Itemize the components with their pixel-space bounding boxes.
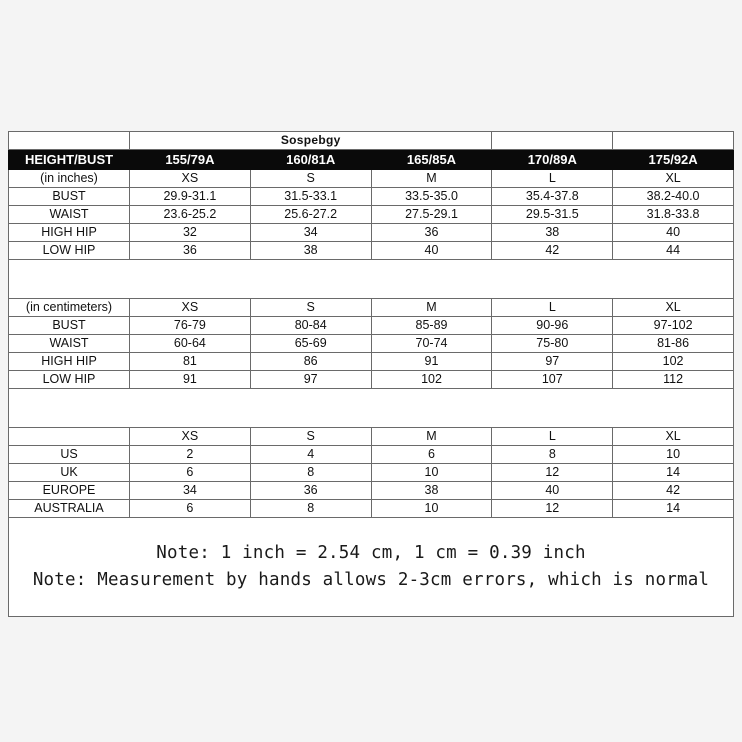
header-cell: 175/92A xyxy=(613,150,734,170)
table-cell: 112 xyxy=(613,371,734,389)
table-row xyxy=(9,317,734,335)
table-cell: 4 xyxy=(250,446,371,464)
table-cell: LOW HIP xyxy=(9,242,130,260)
table-row xyxy=(9,482,734,500)
table-cell: 33.5-35.0 xyxy=(371,188,492,206)
table-cell: 12 xyxy=(492,500,613,518)
table-cell: 29.9-31.1 xyxy=(130,188,251,206)
header-cell: 165/85A xyxy=(371,150,492,170)
table-cell: 40 xyxy=(492,482,613,500)
table-row xyxy=(9,371,734,389)
table-cell: 38 xyxy=(250,242,371,260)
table-cell: 97 xyxy=(492,353,613,371)
height-bust-header-row xyxy=(9,150,734,170)
table-cell: 14 xyxy=(613,500,734,518)
measurement-note: Note: Measurement by hands allows 2-3cm errors, which is normal xyxy=(32,570,710,590)
table-cell: 6 xyxy=(130,500,251,518)
table-row xyxy=(9,242,734,260)
table-cell: 35.4-37.8 xyxy=(492,188,613,206)
table-cell: 91 xyxy=(130,371,251,389)
table-row xyxy=(9,335,734,353)
table-cell: 86 xyxy=(250,353,371,371)
table-cell: 70-74 xyxy=(371,335,492,353)
table-cell: 97 xyxy=(250,371,371,389)
table-cell: 40 xyxy=(613,224,734,242)
table-cell: 102 xyxy=(613,353,734,371)
table-cell: BUST xyxy=(9,317,130,335)
header-cell: 155/79A xyxy=(130,150,251,170)
table-cell: 90-96 xyxy=(492,317,613,335)
table-cell: EUROPE xyxy=(9,482,130,500)
table-cell: M xyxy=(371,428,492,446)
table-cell: 36 xyxy=(250,482,371,500)
table-cell: WAIST xyxy=(9,206,130,224)
table-cell: XS xyxy=(130,170,251,188)
table-row xyxy=(9,170,734,188)
table-cell: WAIST xyxy=(9,335,130,353)
table-row xyxy=(9,464,734,482)
table-cell: 97-102 xyxy=(613,317,734,335)
table-cell: LOW HIP xyxy=(9,371,130,389)
table-cell: 80-84 xyxy=(250,317,371,335)
table-cell: 76-79 xyxy=(130,317,251,335)
table-cell: 31.5-33.1 xyxy=(250,188,371,206)
table-cell: US xyxy=(9,446,130,464)
size-chart-sheet xyxy=(8,131,734,617)
table-cell: 8 xyxy=(250,500,371,518)
table-cell: M xyxy=(371,299,492,317)
table-cell: 34 xyxy=(250,224,371,242)
table-cell: 38 xyxy=(371,482,492,500)
table-row xyxy=(9,299,734,317)
table-cell: 40 xyxy=(371,242,492,260)
brand-name: Sospebgy xyxy=(130,132,492,150)
table-cell: 25.6-27.2 xyxy=(250,206,371,224)
table-row xyxy=(9,206,734,224)
table-cell: 27.5-29.1 xyxy=(371,206,492,224)
table-cell: HIGH HIP xyxy=(9,224,130,242)
table-cell: XL xyxy=(613,170,734,188)
table-cell: XS xyxy=(130,428,251,446)
table-cell: BUST xyxy=(9,188,130,206)
table-cell: (in centimeters) xyxy=(9,299,130,317)
header-cell: HEIGHT/BUST xyxy=(9,150,130,170)
table-cell: 10 xyxy=(371,464,492,482)
table-cell: 14 xyxy=(613,464,734,482)
table-cell: 42 xyxy=(492,242,613,260)
table-row xyxy=(9,353,734,371)
table-cell: 29.5-31.5 xyxy=(492,206,613,224)
table-cell: 32 xyxy=(130,224,251,242)
table-cell: 12 xyxy=(492,464,613,482)
table-cell: 81 xyxy=(130,353,251,371)
table-cell: (in inches) xyxy=(9,170,130,188)
header-cell: 160/81A xyxy=(250,150,371,170)
table-cell: 6 xyxy=(371,446,492,464)
inches-size-table xyxy=(8,131,734,260)
table-cell: 91 xyxy=(371,353,492,371)
table-cell: 10 xyxy=(371,500,492,518)
table-cell: 2 xyxy=(130,446,251,464)
notes-block xyxy=(9,540,733,594)
table-cell: L xyxy=(492,299,613,317)
table-row xyxy=(9,224,734,242)
table-cell: XL xyxy=(613,428,734,446)
brand-row-blank xyxy=(9,132,130,150)
table-cell: 85-89 xyxy=(371,317,492,335)
region-size-table xyxy=(8,427,734,518)
table-row xyxy=(9,446,734,464)
table-row xyxy=(9,188,734,206)
table-cell xyxy=(9,428,130,446)
table-cell: 102 xyxy=(371,371,492,389)
table-cell: 31.8-33.8 xyxy=(613,206,734,224)
table-cell: 75-80 xyxy=(492,335,613,353)
table-cell: 8 xyxy=(250,464,371,482)
brand-row xyxy=(9,132,734,150)
centimeters-size-table xyxy=(8,298,734,389)
table-cell: S xyxy=(250,428,371,446)
conversion-note: Note: 1 inch = 2.54 cm, 1 cm = 0.39 inch xyxy=(156,543,586,563)
table-cell: 60-64 xyxy=(130,335,251,353)
table-cell: 107 xyxy=(492,371,613,389)
table-cell: XS xyxy=(130,299,251,317)
table-cell: S xyxy=(250,170,371,188)
table-cell: 6 xyxy=(130,464,251,482)
brand-row-blank xyxy=(613,132,734,150)
table-cell: 10 xyxy=(613,446,734,464)
table-cell: 8 xyxy=(492,446,613,464)
table-cell: 42 xyxy=(613,482,734,500)
table-cell: 36 xyxy=(130,242,251,260)
table-cell: 38.2-40.0 xyxy=(613,188,734,206)
header-cell: 170/89A xyxy=(492,150,613,170)
table-cell: L xyxy=(492,428,613,446)
table-cell: 38 xyxy=(492,224,613,242)
table-cell: 44 xyxy=(613,242,734,260)
table-cell: 36 xyxy=(371,224,492,242)
table-row xyxy=(9,500,734,518)
table-cell: M xyxy=(371,170,492,188)
table-cell: AUSTRALIA xyxy=(9,500,130,518)
brand-row-blank xyxy=(492,132,613,150)
table-cell: UK xyxy=(9,464,130,482)
table-cell: S xyxy=(250,299,371,317)
table-cell: 65-69 xyxy=(250,335,371,353)
table-cell: HIGH HIP xyxy=(9,353,130,371)
table-cell: L xyxy=(492,170,613,188)
table-cell: 23.6-25.2 xyxy=(130,206,251,224)
table-row xyxy=(9,428,734,446)
table-cell: 81-86 xyxy=(613,335,734,353)
table-cell: XL xyxy=(613,299,734,317)
table-cell: 34 xyxy=(130,482,251,500)
